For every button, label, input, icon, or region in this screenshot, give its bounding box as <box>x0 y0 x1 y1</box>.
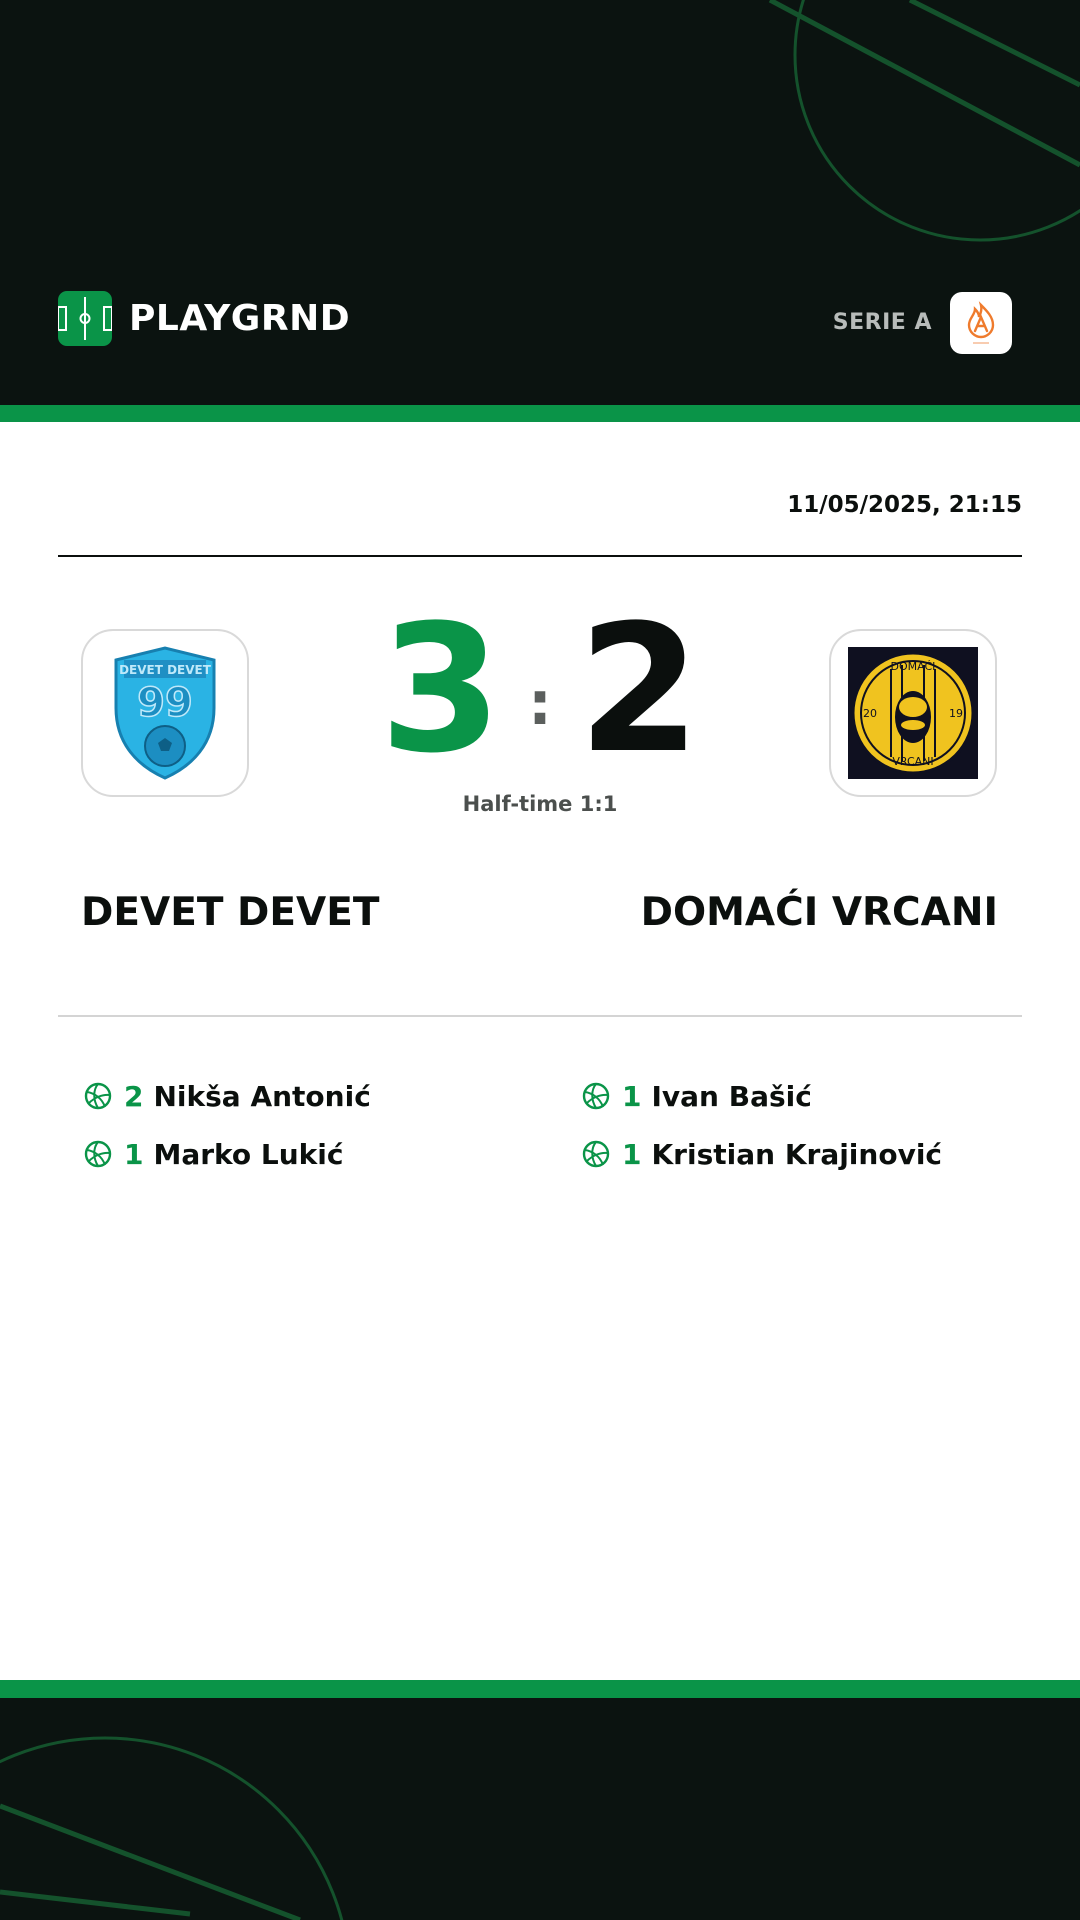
player-name: Ivan Bašić <box>651 1079 812 1113</box>
svg-text:DEVET DEVET: DEVET DEVET <box>119 663 211 677</box>
bee-badge-icon <box>848 647 978 779</box>
brand-name: PLAYGRND <box>129 298 351 339</box>
scorer-row <box>84 1067 534 1125</box>
pitch-icon <box>58 291 112 346</box>
ball-icon <box>582 1082 610 1110</box>
score-separator: : <box>528 669 552 739</box>
goal-count: 1 <box>124 1137 144 1171</box>
halftime-score: Half-time 1:1 <box>462 792 618 816</box>
accent-stripe-bottom <box>0 1680 1080 1698</box>
home-team-name: DEVET DEVET <box>81 890 380 935</box>
ball-icon <box>84 1082 112 1110</box>
away-team-name: DOMAĆI VRCANI <box>640 890 998 935</box>
accent-stripe-top <box>0 405 1080 422</box>
header-banner <box>0 0 1080 405</box>
svg-text:VRCANI: VRCANI <box>892 755 934 768</box>
goal-count: 2 <box>124 1079 144 1113</box>
pitch-lines-decoration <box>0 1698 1080 1920</box>
home-score: 3 <box>379 587 502 792</box>
away-scorers-list <box>582 1067 1032 1183</box>
player-name: Nikša Antonić <box>153 1079 371 1113</box>
league-name: SERIE A <box>832 310 932 335</box>
svg-text:20: 20 <box>863 707 877 720</box>
brand <box>58 291 350 346</box>
flame-a-icon <box>961 299 1001 347</box>
match-datetime: 11/05/2025, 21:15 <box>787 492 1022 518</box>
svg-text:DOMAĆI: DOMAĆI <box>890 660 936 673</box>
goal-count: 1 <box>622 1137 642 1171</box>
svg-text:99: 99 <box>137 680 193 726</box>
footer-banner <box>0 1698 1080 1920</box>
away-team-crest <box>829 629 997 797</box>
ball-icon <box>84 1140 112 1168</box>
svg-text:19: 19 <box>949 707 963 720</box>
home-scorers-list <box>84 1067 534 1183</box>
ball-icon <box>582 1140 610 1168</box>
divider <box>58 555 1022 557</box>
scorer-row <box>582 1067 1032 1125</box>
scorer-row <box>582 1125 1032 1183</box>
scorer-row <box>84 1125 534 1183</box>
divider <box>58 1015 1022 1017</box>
league <box>833 291 1012 354</box>
player-name: Marko Lukić <box>153 1137 344 1171</box>
player-name: Kristian Krajinović <box>651 1137 943 1171</box>
league-logo <box>950 292 1012 354</box>
goal-count: 1 <box>622 1079 642 1113</box>
away-score: 2 <box>578 587 701 792</box>
